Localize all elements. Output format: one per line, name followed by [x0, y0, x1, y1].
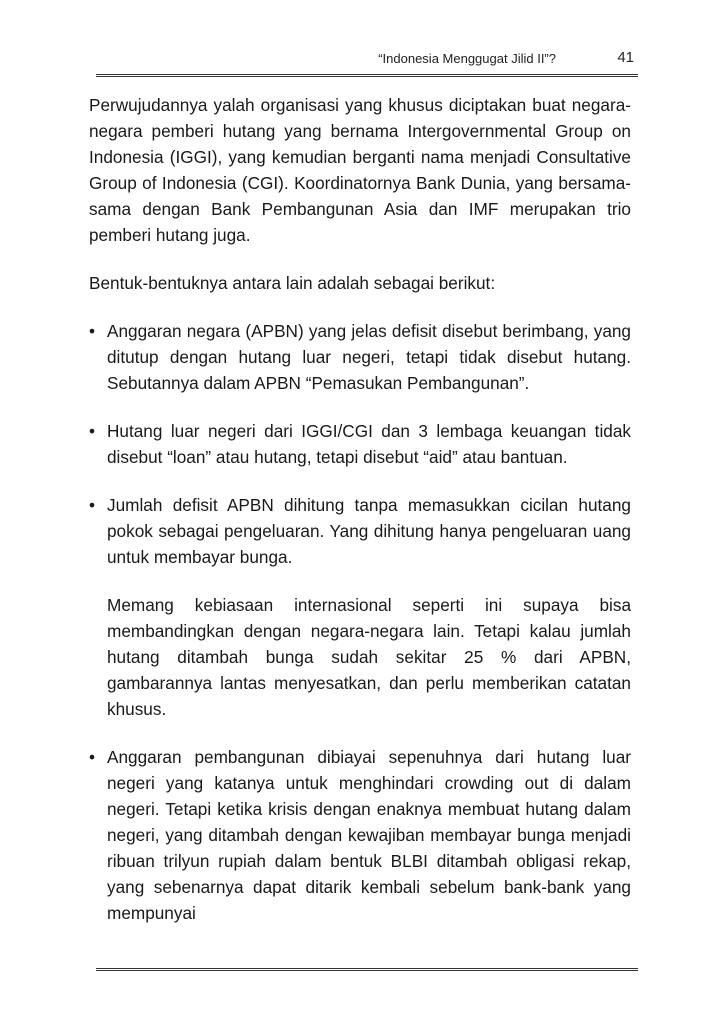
list-item	[89, 318, 631, 396]
bullet-icon: •	[89, 421, 96, 441]
list-item-text: Anggaran negara (APBN) yang jelas defisit disebut berimbang, yang ditutup dengan hutang luar negeri, tetapi tidak disebut hutang. Sebutannya dalam APBN “Pemasukan Pembangunan”.	[107, 321, 631, 393]
bullet-icon: •	[89, 747, 96, 767]
list-item-text: Hutang luar negeri dari IGGI/CGI dan 3 lembaga keuangan tidak disebut “loan” atau hutang, tetapi disebut “aid” atau bantuan.	[107, 421, 631, 467]
paragraph-iggi: Perwujudannya yalah organisasi yang khusus diciptakan buat negara-negara pemberi hutang yang bernama Intergovernmental Group on Indonesia (IGGI), yang kemudian berganti nama menjadi Consultative Group of Indonesia (CGI). Koordinatornya Bank Dunia, yang bersama-sama dengan Bank Pembangunan Asia dan IMF merupakan trio pemberi hutang juga.	[89, 95, 631, 245]
bullet-icon: •	[89, 321, 96, 341]
list-item-text: Anggaran pembangunan dibiayai sepenuhnya dari hutang luar negeri yang katanya untuk menghindari crowding out di dalam negeri. Tetapi ketika krisis dengan enaknya membuat hutang dalam negeri, yang ditambah dengan kewajiban membayar bunga menjadi ribuan trilyun rupiah dalam bentuk BLBI ditambah obligasi rekap, yang sebenarnya dapat ditarik kembali sebelum bank-bank yang mempunyai	[107, 747, 631, 923]
running-title: “Indonesia Menggugat Jilid II”?	[378, 51, 556, 66]
page-number: 41	[617, 49, 634, 66]
list-item	[89, 418, 631, 470]
footer-rule	[96, 968, 638, 971]
list-item-continuation: Memang kebiasaan internasional seperti ini supaya bisa membandingkan dengan negara-negara lain. Tetapi kalau jumlah hutang ditambah bunga sudah sekitar 25 % dari APBN, gambarannya lantas menyesatkan, dan perlu memberikan catatan khusus.	[107, 595, 631, 719]
page-header	[96, 50, 638, 77]
list-item	[89, 492, 631, 570]
bullet-icon: •	[89, 495, 96, 515]
paragraph-intro-list: Bentuk-bentuknya antara lain adalah sebagai berikut:	[89, 273, 496, 293]
list-item-text: Jumlah defisit APBN dihitung tanpa memasukkan cicilan hutang pokok sebagai pengeluaran. Yang dihitung hanya pengeluaran uang untuk membayar bunga.	[107, 495, 631, 567]
list-item	[89, 744, 631, 926]
page-body	[89, 92, 631, 948]
